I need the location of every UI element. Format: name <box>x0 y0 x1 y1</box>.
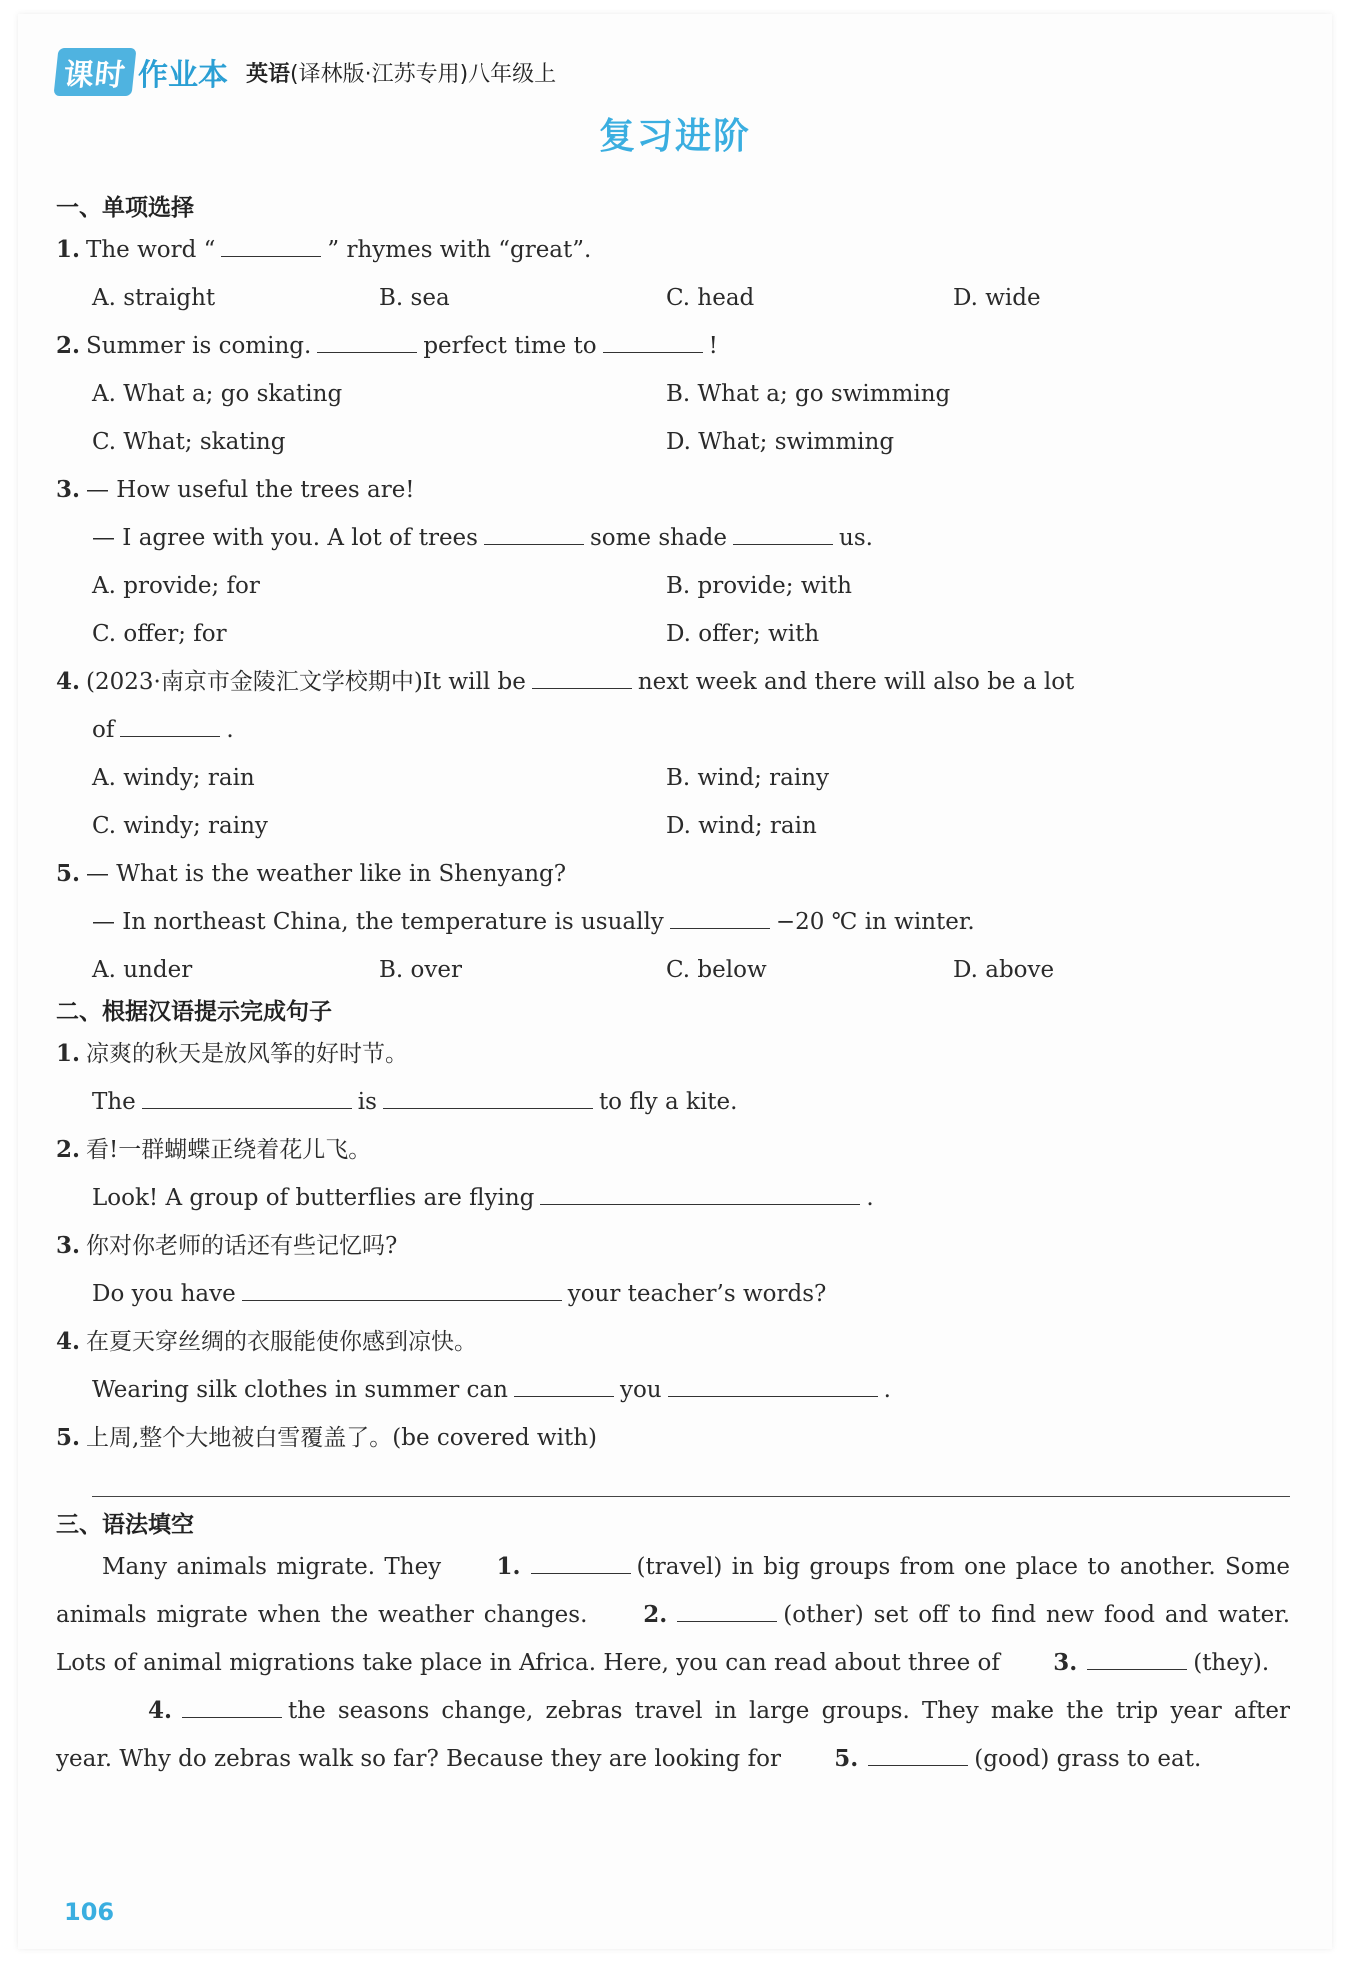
passage-text: (they). <box>1193 1650 1270 1676</box>
s1-q5 <box>56 850 1290 898</box>
q-text: ” rhymes with “great”. <box>327 237 592 263</box>
subject-line <box>246 57 556 88</box>
q-num: 4. <box>56 1328 81 1355</box>
s2-q3 <box>56 1222 1290 1270</box>
q-text: Do you have <box>92 1281 236 1307</box>
option-c[interactable]: C. offer; for <box>92 621 227 647</box>
answer-blank[interactable] <box>514 1368 614 1397</box>
answer-blank[interactable] <box>540 1176 860 1205</box>
q-text: — How useful the trees are! <box>86 477 415 503</box>
s2-q2 <box>56 1126 1290 1174</box>
q-num: 2. <box>56 1136 81 1163</box>
s1-q3-line2 <box>56 514 1290 562</box>
passage-paragraph-2 <box>56 1687 1290 1783</box>
s2-q5 <box>56 1414 1290 1462</box>
q-text: is <box>357 1089 377 1115</box>
passage-text: Many animals migrate. They <box>102 1554 442 1580</box>
option-b[interactable]: B. wind; rainy <box>666 765 830 791</box>
q-text: The <box>92 1089 136 1115</box>
page-title: 复习进阶 <box>598 116 751 157</box>
answer-blank[interactable] <box>603 324 703 353</box>
answer-blank[interactable] <box>668 1368 878 1397</box>
header <box>56 46 556 98</box>
blank-num: 1. <box>496 1553 521 1580</box>
q-text: you <box>619 1377 662 1403</box>
q-num: 1. <box>56 236 81 263</box>
q-text: (2023·南京市金陵汇文学校期中)It will be <box>86 669 526 695</box>
blank-num: 5. <box>834 1745 859 1772</box>
q-text: us. <box>839 525 873 551</box>
answer-blank[interactable] <box>1087 1641 1187 1670</box>
q-num: 2. <box>56 332 81 359</box>
s1-q4-options-row1 <box>56 754 1290 802</box>
s1-q5-options <box>56 946 1290 994</box>
option-a[interactable]: A. straight <box>92 285 216 311</box>
option-b[interactable]: B. provide; with <box>666 573 852 599</box>
q-text: to fly a kite. <box>598 1089 738 1115</box>
answer-blank[interactable] <box>484 516 584 545</box>
q-text: your teacher’s words? <box>567 1281 827 1307</box>
passage-text: the seasons change, zebras travel in large groups. They make the trip year after year. Why do zebras walk so far? Because they are looking for <box>56 1698 1290 1772</box>
answer-blank[interactable] <box>868 1737 968 1766</box>
q-text: Wearing silk clothes in summer can <box>92 1377 508 1403</box>
s1-q4 <box>56 658 1290 706</box>
section1-title: 一、单项选择 <box>56 195 194 221</box>
q-text: The word “ <box>86 237 216 263</box>
option-b[interactable]: B. over <box>379 957 462 983</box>
s1-q4-options-row2 <box>56 802 1290 850</box>
s1-q2 <box>56 322 1290 370</box>
option-d[interactable]: D. wide <box>953 285 1041 311</box>
answer-blank[interactable] <box>677 1593 777 1622</box>
s2-q2-english <box>56 1174 1290 1222</box>
s1-q1-options <box>56 274 1290 322</box>
content <box>56 190 1290 1783</box>
q-num: 3. <box>56 476 81 503</box>
q-text: Look! A group of butterflies are flying <box>92 1185 535 1211</box>
q-num: 5. <box>56 1424 81 1451</box>
q-num: 4. <box>56 668 81 695</box>
q-num: 3. <box>56 1232 81 1259</box>
s1-q2-options-row1 <box>56 370 1290 418</box>
option-b[interactable]: B. What a; go swimming <box>666 381 951 407</box>
page-number: 106 <box>64 1898 115 1926</box>
section2-title: 二、根据汉语提示完成句子 <box>56 999 332 1025</box>
answer-blank[interactable] <box>182 1689 282 1718</box>
passage-text: (good) grass to eat. <box>974 1746 1202 1772</box>
answer-blank[interactable] <box>670 900 770 929</box>
passage-text: (other) set off to find new food and water. Lots of animal migrations take place in Africa. Here, you can read about three of <box>56 1602 1290 1676</box>
answer-blank[interactable] <box>317 324 417 353</box>
passage-paragraph-1 <box>56 1543 1290 1687</box>
blank-num: 4. <box>148 1697 173 1724</box>
q-text: — What is the weather like in Shenyang? <box>86 861 567 887</box>
answer-blank[interactable] <box>532 660 632 689</box>
option-d[interactable]: D. wind; rain <box>666 813 817 839</box>
s2-q4 <box>56 1318 1290 1366</box>
answer-blank[interactable] <box>242 1272 562 1301</box>
q-chinese: 上周,整个大地被白雪覆盖了。(be covered with) <box>86 1425 597 1451</box>
option-c[interactable]: C. windy; rainy <box>92 813 268 839</box>
s2-q4-english <box>56 1366 1290 1414</box>
option-a[interactable]: A. windy; rain <box>92 765 255 791</box>
q-text: . <box>883 1377 891 1403</box>
q-chinese: 在夏天穿丝绸的衣服能使你感到凉快。 <box>86 1329 477 1355</box>
option-c[interactable]: C. below <box>666 957 767 983</box>
q-text: some shade <box>589 525 728 551</box>
blank-num: 2. <box>643 1601 668 1628</box>
subject-rest: (译林版·江苏专用)八年级上 <box>290 61 557 87</box>
blank-num: 3. <box>1053 1649 1078 1676</box>
q-text: — I agree with you. A lot of trees <box>92 525 478 551</box>
q-text: . <box>226 717 234 743</box>
q-text: perfect time to <box>423 333 597 359</box>
s1-q1 <box>56 226 1290 274</box>
q-text: −20 ℃ in winter. <box>775 909 975 935</box>
option-c[interactable]: C. head <box>666 285 755 311</box>
q-text: . <box>866 1185 874 1211</box>
q-chinese: 你对你老师的话还有些记忆吗? <box>86 1233 398 1259</box>
s1-q5-line2 <box>56 898 1290 946</box>
passage-text: (travel) in big groups from one place to another. Some animals migrate when the weather changes. <box>56 1554 1291 1628</box>
s1-q3 <box>56 466 1290 514</box>
answer-blank[interactable] <box>142 1080 352 1109</box>
q-text: Summer is coming. <box>86 333 312 359</box>
option-d[interactable]: D. offer; with <box>666 621 820 647</box>
q-text: next week and there will also be a lot <box>637 669 1075 695</box>
answer-blank[interactable] <box>383 1080 593 1109</box>
option-d[interactable]: D. What; swimming <box>666 429 895 455</box>
option-a[interactable]: A. provide; for <box>92 573 260 599</box>
logo-text: 作业本 <box>138 58 228 93</box>
section3-title: 三、语法填空 <box>56 1512 194 1538</box>
q-chinese: 看!一群蝴蝶正绕着花儿飞。 <box>86 1137 372 1163</box>
subject-bold: 英语 <box>246 61 291 87</box>
q-num: 1. <box>56 1040 81 1067</box>
q-text: ! <box>708 333 718 359</box>
q-num: 5. <box>56 860 81 887</box>
q-text: of <box>92 717 115 743</box>
answer-blank[interactable] <box>120 708 220 737</box>
option-a[interactable]: A. under <box>92 957 193 983</box>
option-c[interactable]: C. What; skating <box>92 429 286 455</box>
s1-q2-options-row2 <box>56 418 1290 466</box>
logo-box: 课时 <box>53 48 136 96</box>
q-text: — In northeast China, the temperature is usually <box>92 909 664 935</box>
option-a[interactable]: A. What a; go skating <box>92 381 343 407</box>
s1-q4-line2 <box>56 706 1290 754</box>
s2-q1 <box>56 1030 1290 1078</box>
s1-q3-options-row1 <box>56 562 1290 610</box>
answer-blank[interactable] <box>531 1545 631 1574</box>
s2-q3-english <box>56 1270 1290 1318</box>
s1-q3-options-row2 <box>56 610 1290 658</box>
option-d[interactable]: D. above <box>953 957 1055 983</box>
s2-q1-english <box>56 1078 1290 1126</box>
q-chinese: 凉爽的秋天是放风筝的好时节。 <box>86 1041 408 1067</box>
option-b[interactable]: B. sea <box>379 285 450 311</box>
answer-line[interactable] <box>92 1462 1290 1497</box>
answer-blank[interactable] <box>733 516 833 545</box>
answer-blank[interactable] <box>221 228 321 257</box>
